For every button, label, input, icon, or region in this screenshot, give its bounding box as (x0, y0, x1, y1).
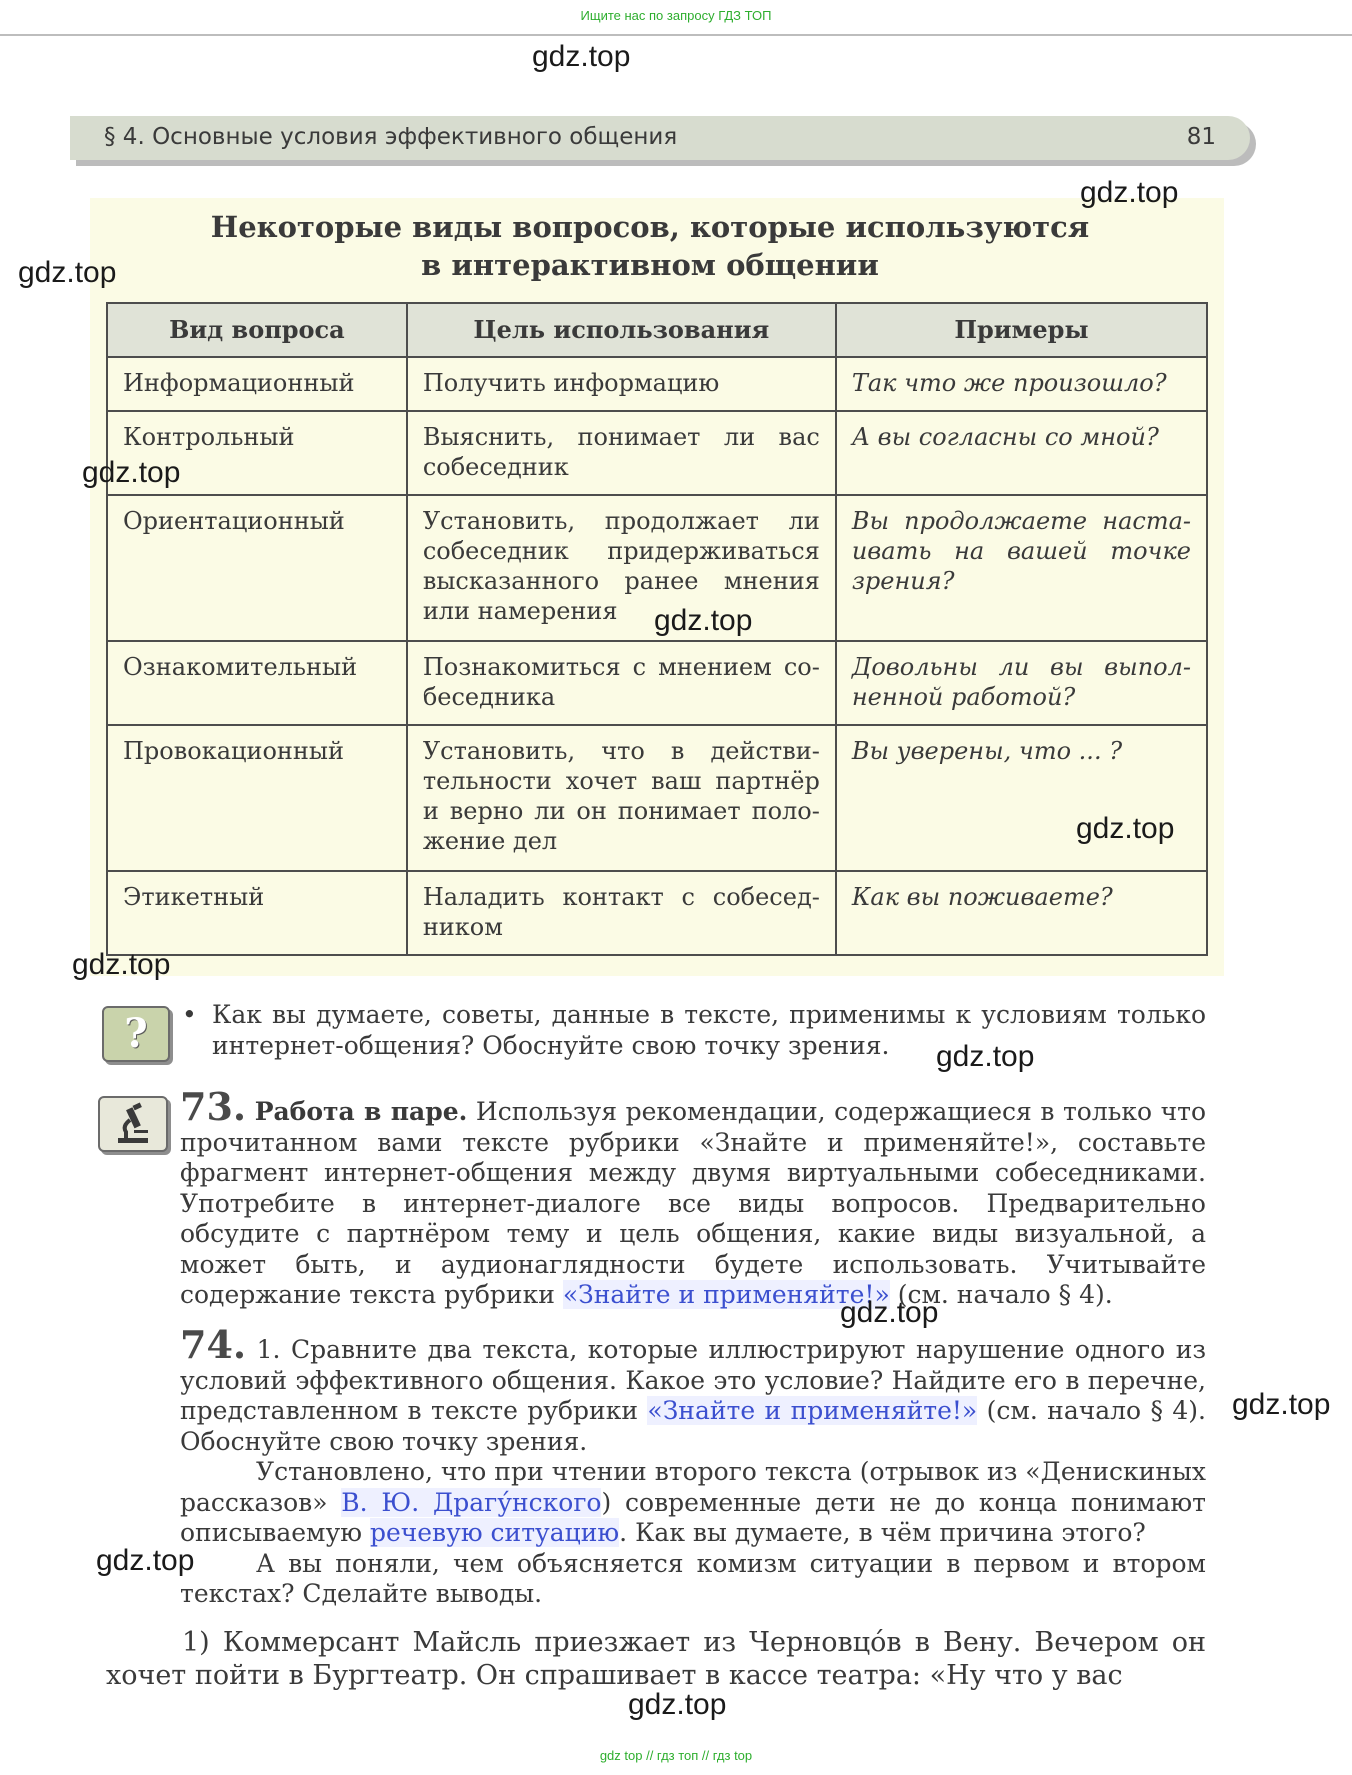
task-paragraph (180, 1457, 1206, 1549)
type-cell: Провокационный (107, 725, 407, 871)
table-row (107, 641, 1207, 725)
table-row (107, 411, 1207, 495)
task-paragraph (180, 1322, 1207, 1457)
task-text: (см. начало § 4). Обоснуйте свою точку зрения. (180, 1396, 1207, 1456)
watermark: gdz.top (1076, 812, 1175, 845)
column-header: Примеры (836, 303, 1207, 357)
purpose-cell: Установить, что в действительности хочет ваш партнёр и верно ли он понимает положение дел (407, 725, 836, 871)
watermark: gdz.top (82, 456, 181, 489)
table-row (107, 871, 1207, 955)
table-row (107, 725, 1207, 871)
microscope-icon (98, 1096, 168, 1152)
table-header-row (107, 303, 1207, 357)
type-cell: Ознакомительный (107, 641, 407, 725)
task-text: . Как вы думаете, в чём причина этого? (619, 1518, 1146, 1547)
top-banner: Ищите нас по запросу ГДЗ ТОП (0, 0, 1352, 36)
watermark: gdz.top (72, 948, 171, 981)
watermark: gdz.top (1232, 1388, 1331, 1421)
discussion-question: Как вы думаете, советы, данные в тексте, применимы к условиям только интернет-общения? Обоснуйте свою точку зрения. (212, 1000, 1206, 1060)
purpose-cell: Установить, продолжает ли собеседник придерживаться высказанного ранее мнения или намерения (407, 495, 836, 641)
task-label: Работа в паре. (254, 1097, 468, 1126)
watermark: gdz.top (654, 604, 753, 637)
column-header: Цель использования (407, 303, 836, 357)
example-cell: Довольны ли вы выполненной работой? (836, 641, 1207, 725)
table-title: Некоторые виды вопросов, которые используются в интерактивном общении (210, 210, 1090, 282)
example-cell: Вы уверены, что ... ? (836, 725, 1207, 871)
rubric-link[interactable]: «Знайте и применяйте!» (562, 1280, 890, 1309)
task-number: 73. (180, 1084, 247, 1129)
watermark: gdz.top (18, 256, 117, 289)
column-header: Вид вопроса (107, 303, 407, 357)
page-number: 81 (1186, 124, 1216, 150)
question-mark-icon: ? (102, 1006, 170, 1062)
purpose-cell: Выяснить, понимает ли вас собеседник (407, 411, 836, 495)
watermark: gdz.top (1080, 176, 1179, 209)
task-text: 1. Сравните два текста, которые иллюстрируют нарушение одного из условий эффективного общения. Какое это условие? Найдите его в перечне, представленном в тексте рубрики (180, 1335, 1206, 1425)
watermark: gdz.top (532, 40, 631, 73)
task-text: Используя рекомендации, содержащиеся в только что прочитанном вами тексте рубрики «Знайте и применяйте!», составьте фрагмент интернет-общения между двумя виртуальными собеседниками. Употребите в интернет-диалоге все виды вопросов. Предварительно обсудите с партнёром тему и цель общения, какие виды визуальной, а может быть, и аудионаглядности будете использовать. Учитывайте содержание текста рубрики (180, 1097, 1206, 1309)
task-text: (см. начало § 4). (897, 1280, 1113, 1309)
type-cell: Этикетный (107, 871, 407, 955)
task-paragraph: А вы поняли, чем объясняется комизм ситуации в первом и втором текстах? Сделайте выводы. (180, 1548, 1206, 1608)
task-number: 74. (180, 1322, 247, 1367)
microscope-icon-svg (100, 1098, 166, 1150)
type-cell: Ориентационный (107, 495, 407, 641)
footer: gdz top // гдз топ // гдз top (599, 1748, 753, 1763)
type-cell: Информационный (107, 357, 407, 411)
speech-situation-link[interactable]: речевую ситуацию (369, 1518, 620, 1547)
watermark: gdz.top (96, 1544, 195, 1577)
author-link[interactable]: В. Ю. Драгу́нского (341, 1487, 602, 1517)
task-text: ) современные дети не до конца понимают описываемую (180, 1487, 1206, 1547)
purpose-cell: Познакомиться с мнением собеседника (407, 641, 836, 725)
task-73 (180, 1084, 1206, 1311)
example-cell: А вы согласны со мной? (836, 411, 1207, 495)
page-header (70, 116, 1250, 160)
example-cell: Так что же произошло? (836, 357, 1207, 411)
watermark: gdz.top (628, 1688, 727, 1721)
type-cell: Контрольный (107, 411, 407, 495)
bullet: • (182, 1000, 197, 1029)
example-cell: Вы продолжаете настаивать на вашей точке зрения? (836, 495, 1207, 641)
section-title: § 4. Основные условия эффективного общения (104, 124, 678, 150)
watermark: gdz.top (840, 1296, 939, 1329)
task-text: Установлено, что при чтении второго текста (отрывок из «Денискиных рассказов» (180, 1457, 1206, 1517)
purpose-cell: Получить информацию (407, 357, 836, 411)
task-74 (180, 1322, 1207, 1610)
purpose-cell: Наладить контакт с собеседником (407, 871, 836, 955)
example-text-1: 1) Коммерсант Майсль приезжает из Черновцо́в в Вену. Вечером он хочет пойти в Бургтеатр. Он спрашивает в кассе театра: «Ну что у вас (106, 1627, 1206, 1691)
example-cell: Как вы поживаете? (836, 871, 1207, 955)
watermark: gdz.top (936, 1040, 1035, 1073)
table-row (107, 357, 1207, 411)
rubric-link[interactable]: «Знайте и применяйте!» (647, 1396, 978, 1425)
